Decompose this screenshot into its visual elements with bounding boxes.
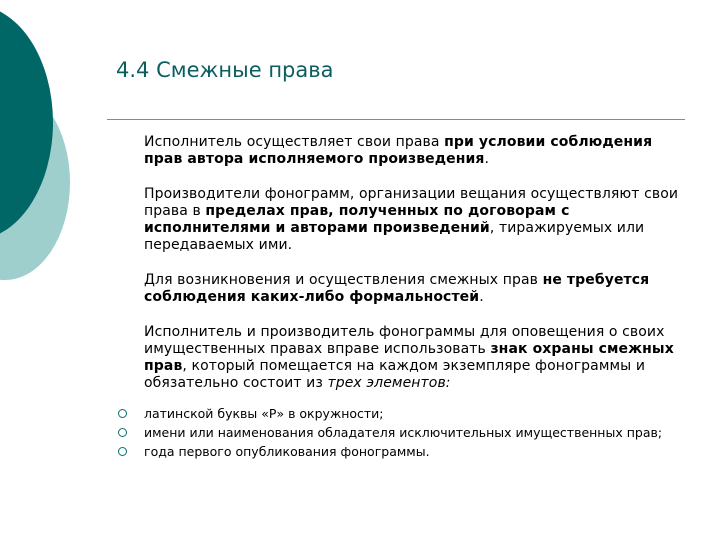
hollow-circle-icon [118, 428, 127, 437]
paragraph-performer-rights [144, 134, 684, 168]
slide-title: 4.4 Смежные права [116, 58, 334, 82]
bold-text: знак охраны смежных прав [144, 341, 674, 374]
list-item [118, 407, 678, 421]
text: , тиражируемых или передаваемых ими. [144, 220, 645, 253]
text: . [484, 151, 490, 167]
slide-body [144, 134, 684, 410]
bold-text: при условии соблюдения прав автора исполняемого произведения [144, 134, 653, 167]
list-item [118, 445, 678, 459]
hollow-circle-icon [118, 409, 127, 418]
hollow-circle-icon [118, 447, 127, 456]
bold-text: пределах прав, полученных по договорам с исполнителями и авторами произведений [144, 203, 570, 236]
bold-text: не требуется соблюдения каких-либо формальностей [144, 272, 650, 305]
list-item-text: латинской буквы «Р» в окружности; [144, 406, 384, 421]
list-item-text: имени или наименования обладателя исключительных имущественных прав; [144, 425, 663, 440]
list-item [118, 426, 678, 440]
bullet-list [118, 407, 678, 464]
paragraph-producer-rights [144, 186, 684, 254]
italic-text: трех элементов: [327, 375, 451, 391]
paragraph-no-formalities [144, 272, 684, 306]
text: Исполнитель осуществляет свои права [144, 134, 445, 150]
list-item-text: года первого опубликования фонограммы. [144, 444, 430, 459]
text: Для возникновения и осуществления смежных прав [144, 272, 543, 288]
text: Исполнитель и производитель фонограммы для оповещения о своих имущественных правах вправе использовать [144, 324, 665, 357]
text: . [479, 289, 484, 305]
title-divider [107, 119, 685, 120]
paragraph-protection-sign [144, 324, 684, 392]
text: , который помещается на каждом экземпляре фонограммы и обязательно состоит из [144, 358, 646, 391]
text: Производители фонограмм, организации вещания осуществляют свои права в [144, 186, 679, 219]
